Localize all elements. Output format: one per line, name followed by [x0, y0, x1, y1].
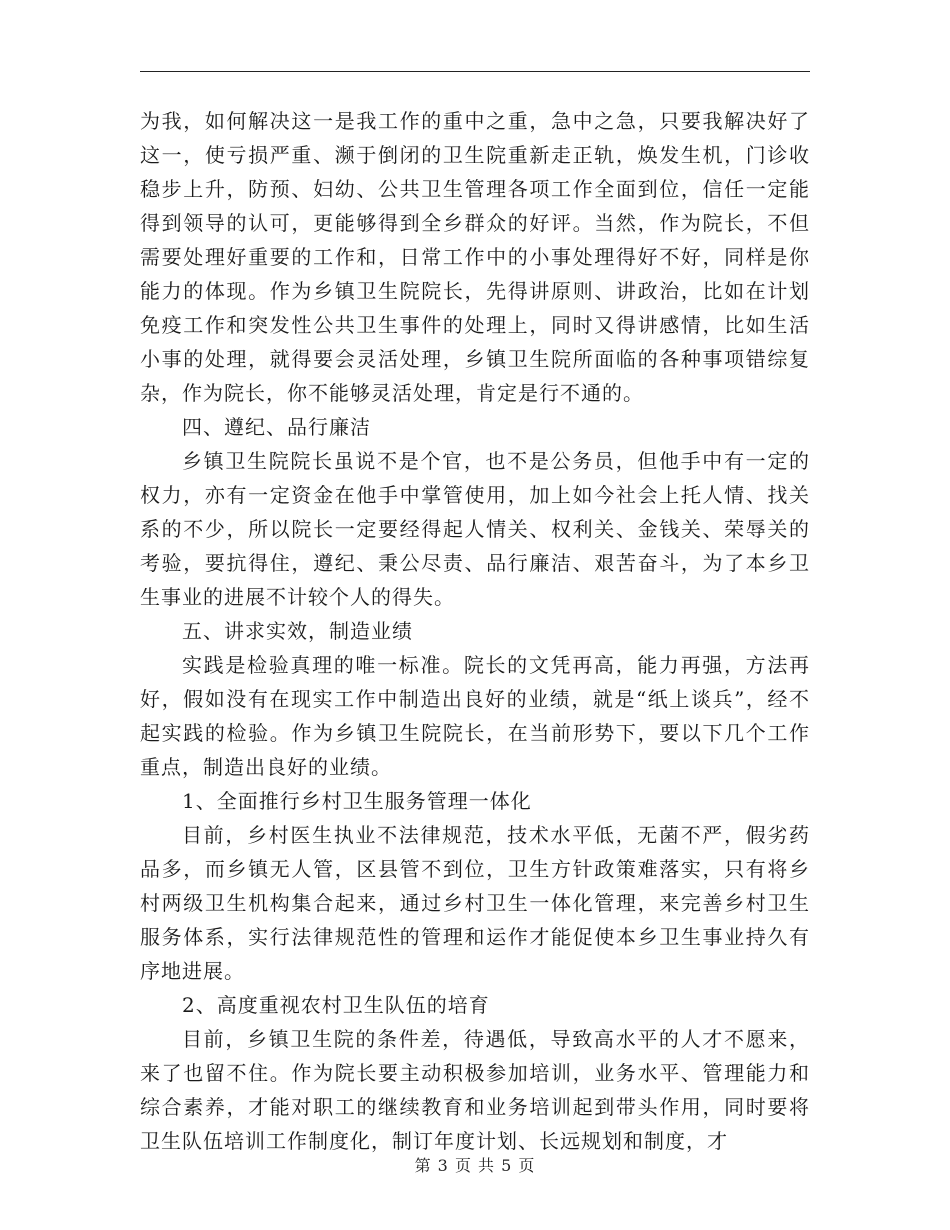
paragraph: 乡镇卫生院院长虽说不是个官，也不是公务员，但他手中有一定的权力，亦有一定资金在他手中掌管使用，加上如今社会上托人情、找关系的不少，所以院长一定要经得起人情关、权利关、金钱关、荣辱关的考验，要抗得住，遵纪、秉公尽责、品行廉洁、艰苦奋斗，为了本乡卫生事业的进展不计较个人的得失。 — [140, 449, 810, 609]
section-heading-4: 四、遵纪、品行廉洁 — [182, 415, 371, 439]
subsection-heading-2: 2、高度重视农村卫生队伍的培育 — [182, 993, 490, 1017]
paragraph: 目前，乡镇卫生院的条件差，待遇低，导致高水平的人才不愿来，来了也留不住。作为院长要主动积极参加培训，业务水平、管理能力和综合素养，才能对职工的继续教育和业务培训起到带头作用，同时要将卫生队伍培训工作制度化，制订年度计划、长远规划和制度，才 — [140, 1027, 810, 1153]
paragraph-continued: 为我，如何解决这一是我工作的重中之重，急中之急，只要我解决好了这一，使亏损严重、濒于倒闭的卫生院重新走正轨，焕发生机，门诊收稳步上升，防预、妇幼、公共卫生管理各项工作全面到位，信任一定能得到领导的认可，更能够得到全乡群众的好评。当然，作为院长，不但需要处理好重要的工作和，日常工作中的小事处理得好不好，同样是你能力的体现。作为乡镇卫生院院长，先得讲原则、讲政治，比如在计划免疫工作和突发性公共卫生事件的处理上，同时又得讲感情，比如生活小事的处理，就得要会灵活处理，乡镇卫生院所面临的各种事项错综复杂，作为院长，你不能够灵活处理，肯定是行不通的。 — [140, 109, 810, 405]
section-heading-5: 五、讲求实效，制造业绩 — [182, 619, 413, 643]
paragraph: 目前，乡村医生执业不法律规范，技术水平低，无菌不严，假劣药品多，而乡镇无人管，区县管不到位，卫生方针政策难落实，只有将乡村两级卫生机构集合起来，通过乡村卫生一体化管理，来完善乡村卫生服务体系，实行法律规范性的管理和运作才能促使本乡卫生事业持久有序地进展。 — [140, 823, 810, 983]
document-body — [140, 104, 810, 1158]
paragraph: 实践是检验真理的唯一标准。院长的文凭再高，能力再强，方法再好，假如没有在现实工作中制造出良好的业绩，就是“纸上谈兵”，经不起实践的检验。作为乡镇卫生院院长，在当前形势下，要以下几个工作重点，制造出良好的业绩。 — [140, 653, 810, 779]
subsection-heading-1: 1、全面推行乡村卫生服务管理一体化 — [182, 789, 532, 813]
page-number-footer: 第 3 页 共 5 页 — [414, 1156, 536, 1175]
header-rule — [140, 71, 810, 72]
